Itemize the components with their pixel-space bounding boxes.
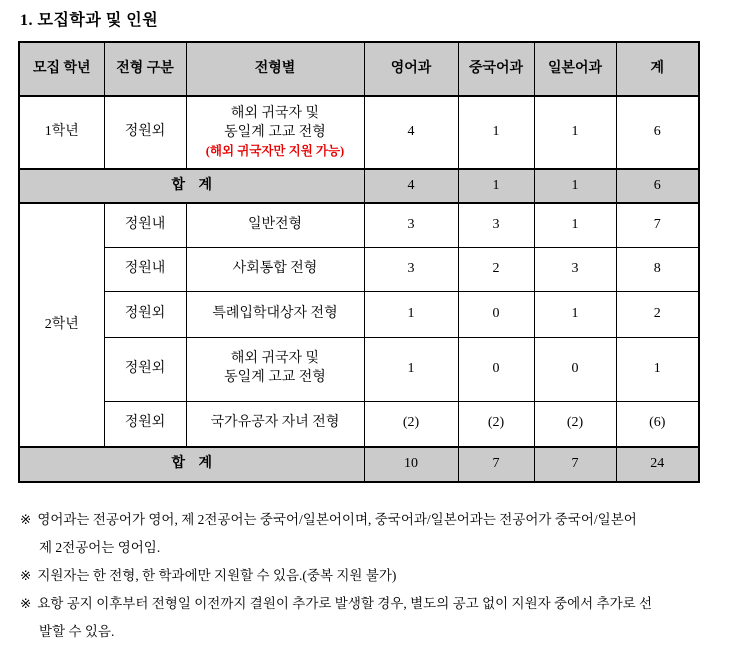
footnotes [20,506,720,646]
footnote-1-line1 [20,506,720,534]
track-cell: 특례입학대상자 전형 [186,291,364,337]
header-cell-category: 전형 구분 [104,42,186,96]
track-name-line2: 동일계 고교 전형 [224,370,326,385]
value-cell: 1 [364,337,458,401]
footnote-text: 요항 공지 이후부터 전형일 이전까지 결원이 추가로 발생할 경우, 별도의 공고 없이 지원자 중에서 추가로 선 [37,596,653,611]
track-cell [186,337,364,401]
value-cell: (2) [534,401,616,447]
grade-cell: 2학년 [19,203,104,447]
reference-mark: ※ [20,596,32,611]
subtotal-value: 6 [616,169,699,203]
value-cell: 7 [616,203,699,247]
subtotal-value: 7 [458,447,534,482]
recruitment-table [18,41,700,483]
table-row-subtotal-grade2 [19,447,699,482]
value-cell: 1 [534,203,616,247]
track-name-line1: 해외 귀국자 및 [230,351,320,367]
track-note-red: (해외 귀국자만 지원 가능) [205,144,345,159]
value-cell: 0 [458,291,534,337]
category-cell: 정원내 [104,247,186,291]
value-cell: (2) [364,401,458,447]
value-cell: 1 [458,96,534,169]
footnote-3-line2: 발할 수 있음. [39,624,115,639]
value-cell: 0 [458,337,534,401]
subtotal-label: 합 계 [19,447,364,482]
value-cell: 6 [616,96,699,169]
footnote-3-line1 [20,590,720,618]
value-cell: (6) [616,401,699,447]
value-cell: 1 [534,291,616,337]
subtotal-value: 1 [534,169,616,203]
table-row-veterans [19,401,699,447]
subtotal-value: 24 [616,447,699,482]
value-cell: 0 [534,337,616,401]
table-row-grade1 [19,96,699,169]
value-cell: (2) [458,401,534,447]
footnote-1-line2: 제 2전공어는 영어임. [39,540,161,555]
table-header-row [19,42,699,96]
subtotal-value: 1 [458,169,534,203]
subtotal-label: 합 계 [19,169,364,203]
category-cell: 정원외 [104,337,186,401]
value-cell: 3 [364,247,458,291]
track-name-line1: 해외 귀국자 및 [230,106,320,122]
footnote-text: 지원자는 한 전형, 한 학과에만 지원할 수 있음.(중복 지원 불가) [37,568,397,583]
category-cell: 정원외 [104,96,186,169]
footnote-text: 영어과는 전공어가 영어, 제 2전공어는 중국어/일본어이며, 중국어과/일본어과는 전공어가 중국어/일본어 [37,512,637,527]
table-row-special [19,291,699,337]
track-cell: 일반전형 [186,203,364,247]
header-cell-grade: 모집 학년 [19,42,104,96]
value-cell: 3 [364,203,458,247]
header-cell-english: 영어과 [364,42,458,96]
value-cell: 4 [364,96,458,169]
table-row-general [19,203,699,247]
value-cell: 1 [364,291,458,337]
track-name-line2: 동일계 고교 전형 [224,125,326,141]
header-cell-track: 전형별 [186,42,364,96]
track-cell: 국가유공자 자녀 전형 [186,401,364,447]
value-cell: 1 [534,96,616,169]
category-cell: 정원외 [104,291,186,337]
subtotal-value: 10 [364,447,458,482]
value-cell: 3 [534,247,616,291]
reference-mark: ※ [20,568,32,583]
subtotal-value: 4 [364,169,458,203]
header-cell-chinese: 중국어과 [458,42,534,96]
value-cell: 3 [458,203,534,247]
table-row-overseas [19,337,699,401]
header-cell-japanese: 일본어과 [534,42,616,96]
footnote-2-line1 [20,562,720,590]
category-cell: 정원외 [104,401,186,447]
category-cell: 정원내 [104,203,186,247]
grade-cell: 1학년 [19,96,104,169]
subtotal-value: 7 [534,447,616,482]
header-cell-total: 계 [616,42,699,96]
value-cell: 2 [458,247,534,291]
track-cell: 사회통합 전형 [186,247,364,291]
table-row-subtotal-grade1 [19,169,699,203]
reference-mark: ※ [20,512,32,527]
page-title: 1. 모집학과 및 인원 [20,12,159,29]
track-cell [186,96,364,169]
table-row-social [19,247,699,291]
value-cell: 1 [616,337,699,401]
value-cell: 2 [616,291,699,337]
value-cell: 8 [616,247,699,291]
